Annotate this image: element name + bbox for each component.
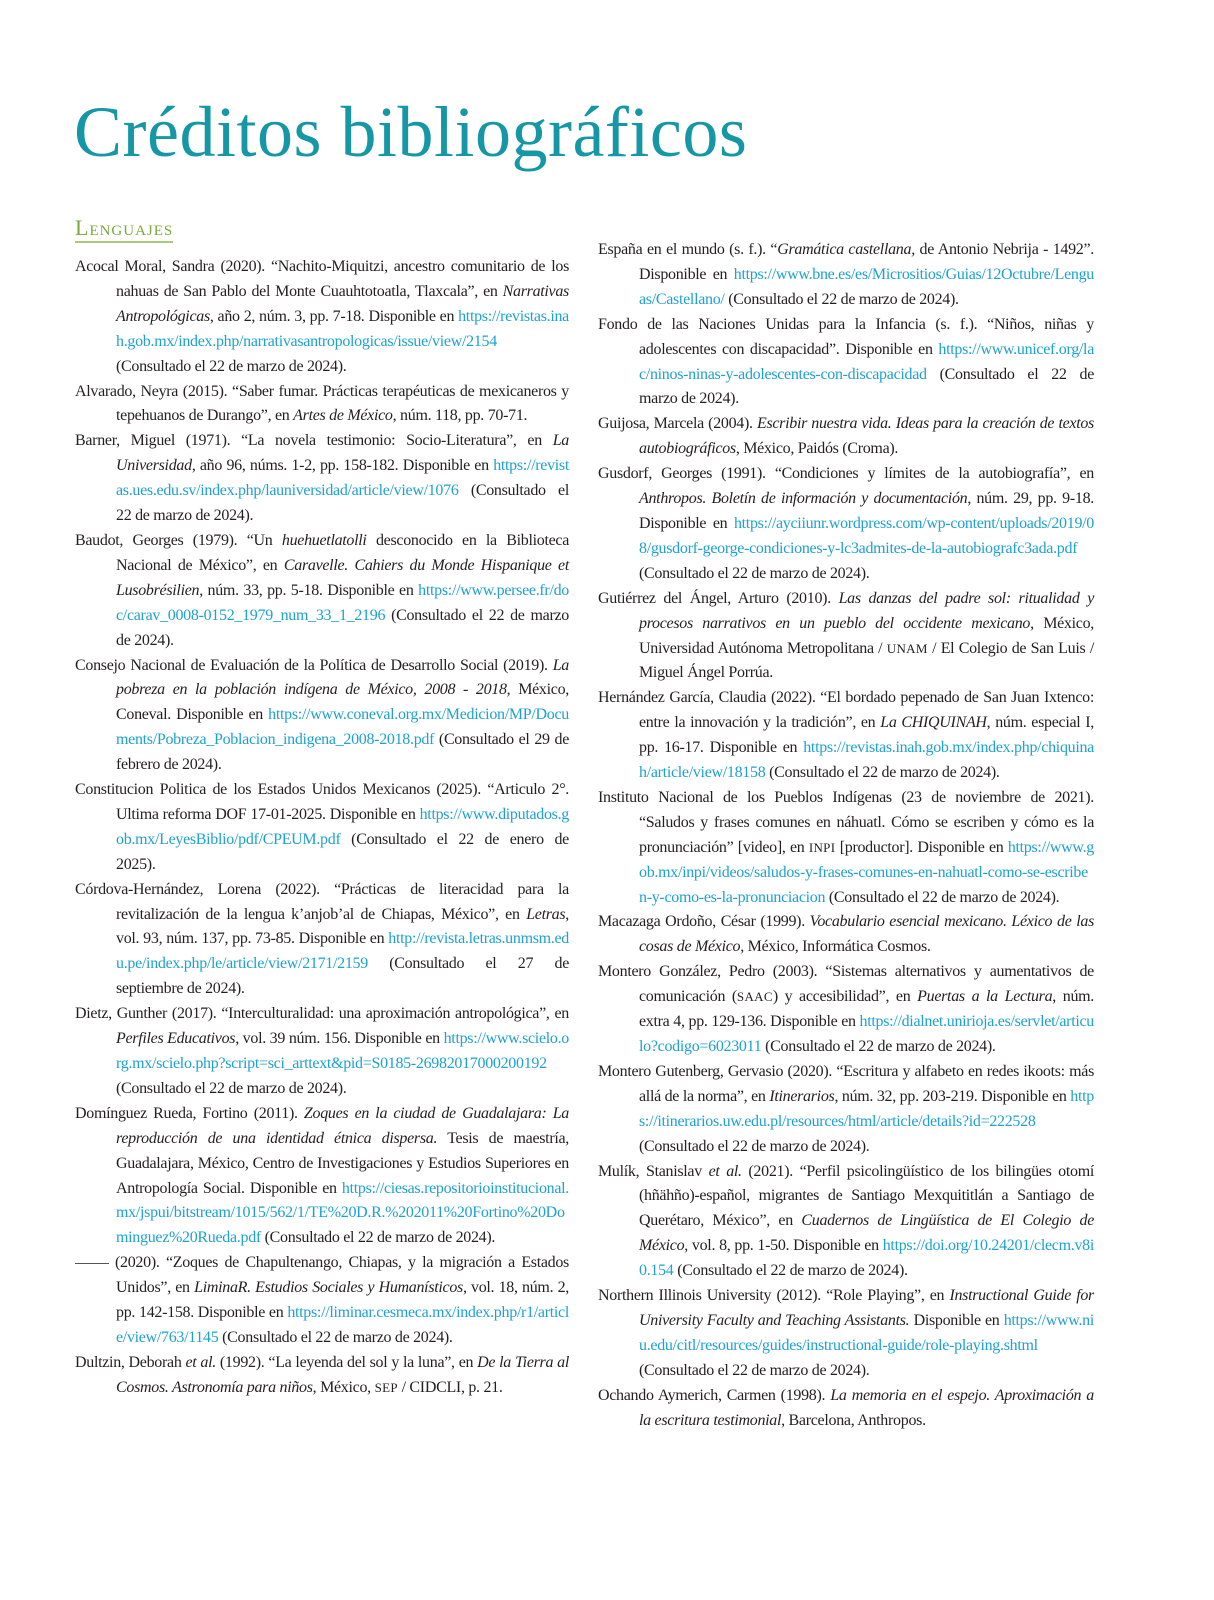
reference-title-italic: La CHIQUINAH — [880, 714, 987, 732]
reference-text: Gutiérrez del Ángel, Arturo (2010). — [598, 589, 839, 607]
left-column — [75, 255, 569, 1401]
reference-link[interactable]: https://revistas.inah.gob.mx/index.php/narrativasantropologicas/issue/view/2154 — [116, 307, 569, 350]
reference-text: (2020). “Zoques de Chapultenango, Chiapas, y la migración a Estados Unidos”, en — [115, 1254, 569, 1297]
reference-text: Tesis de maestría, Guadalajara, México, Centro de Investigaciones y Estudios Superiores en Antropología Social. Disponible en — [116, 1129, 569, 1197]
reference-entry — [75, 654, 569, 779]
reference-entry — [598, 412, 1094, 462]
reference-text: , México, Informática Cosmos. — [740, 938, 931, 956]
reference-text: (Consultado el 22 de marzo de 2024). — [639, 1137, 870, 1155]
reference-link[interactable]: https://dialnet.unirioja.es/servlet/articulo?codigo=6023011 — [639, 1013, 1094, 1055]
reference-entry — [75, 878, 569, 1003]
reference-text: , México, — [312, 1378, 375, 1396]
reference-text: (Consultado el 22 de marzo de 2024). — [673, 1262, 908, 1280]
reference-text: ) y accesibilidad”, en — [772, 988, 918, 1006]
reference-text: , Barcelona, Anthropos. — [781, 1411, 926, 1429]
reference-title-italic: La Universidad — [116, 432, 569, 475]
reference-text: (Consultado el 22 de marzo de 2024). — [116, 1079, 347, 1097]
reference-text: Dultzin, Deborah — [75, 1353, 186, 1371]
reference-text: Northern Illinois University (2012). “Role Playing”, en — [598, 1287, 950, 1305]
reference-entry — [75, 1351, 569, 1401]
reference-title-italic: Instructional Guide for University Faculty and Teaching Assistants. — [639, 1287, 1094, 1329]
reference-text: Macazaga Ordoño, César (1999). — [598, 913, 810, 931]
reference-link[interactable]: https://www.persee.fr/doc/carav_0008-0152_1979_num_33_1_2196 — [116, 581, 569, 624]
reference-title-italic: et al. — [185, 1353, 216, 1371]
reference-text: Ochando Aymerich, Carmen (1998). — [598, 1386, 831, 1404]
reference-title-italic: Caravelle. Cahiers du Monde Hispanique et Lusobrésilien — [116, 556, 570, 599]
reference-text: desconocido en la Biblioteca Nacional de México”, en — [116, 531, 569, 574]
reference-text: Gusdorf, Georges (1991). “Condiciones y límites de la autobiografía”, en — [598, 465, 1094, 483]
reference-text: (1992). “La leyenda del sol y la luna”, en — [215, 1353, 478, 1371]
reference-entry — [75, 255, 569, 380]
reference-text: (Consultado el 22 de marzo de 2024). — [724, 290, 959, 308]
reference-text: (Consultado el 22 de marzo de 2024). — [218, 1328, 453, 1346]
reference-text: Mulík, Stanislav — [598, 1162, 709, 1180]
reference-title-italic: Cuadernos de Lingüística de El Colegio de México — [639, 1212, 1095, 1255]
reference-text: Montero González, Pedro (2003). “Sistemas alternativos y aumentativos de comunicación ( — [598, 963, 1094, 1006]
reference-text: Baudot, Georges (1979). “Un — [75, 531, 282, 549]
reference-text: (Consultado el 22 de marzo de 2024). — [825, 888, 1060, 906]
reference-entry — [598, 313, 1094, 413]
reference-entry — [598, 686, 1094, 786]
reference-entry — [598, 960, 1094, 1060]
reference-text: , México, Universidad Autónoma Metropolitana / — [639, 614, 1094, 657]
reference-smallcaps: UNAM — [886, 640, 928, 656]
reference-entry — [598, 1060, 1094, 1160]
reference-link[interactable]: https://www.unicef.org/lac/ninos-ninas-y-adolescentes-con-discapacidad — [639, 340, 1094, 383]
reference-title-italic: Itinerarios — [769, 1087, 835, 1105]
reference-link[interactable]: https://ciesas.repositorioinstitucional.mx/jspui/bitstream/1015/562/1/TE%20D.R.%202011%20Fortino%20Dominguez%20Rueda.pdf — [116, 1179, 569, 1247]
reference-text: , vol. 93, núm. 137, pp. 73-85. Disponible en — [116, 905, 569, 948]
reference-text: , año 2, núm. 3, pp. 7-18. Disponible en — [209, 307, 459, 325]
reference-text: (Consultado el 29 de febrero de 2024). — [116, 731, 569, 774]
reference-text: Fondo de las Naciones Unidas para la Infancia (s. f.). “Niños, niñas y adolescentes con discapacidad”. Disponible en — [598, 315, 1094, 358]
reference-text: Acocal Moral, Sandra (2020). “Nachito-Miquitzi, ancestro comunitario de los nahuas de San Pablo del Monte Cuauhtotoatla, Tlaxcala”, en — [75, 258, 569, 300]
reference-entry — [598, 1384, 1094, 1434]
reference-smallcaps: SAAC — [736, 989, 773, 1005]
reference-title-italic: La pobreza en la población indígena de México, 2008 - 2018 — [116, 656, 569, 699]
reference-entry — [598, 786, 1094, 911]
reference-title-italic: huehuetlatolli — [281, 531, 367, 549]
same-author-dash — [75, 1263, 109, 1264]
reference-text: (Consultado el 22 de marzo de 2024). — [116, 357, 347, 375]
reference-title-italic: Las danzas del padre sol: ritualidad y procesos narrativos en un pueblo del occidente mexicano — [639, 589, 1095, 632]
reference-title-italic: Perfiles Educativos — [116, 1030, 236, 1048]
reference-entry — [598, 1284, 1094, 1384]
reference-title-italic: Escribir nuestra vida. Ideas para la creación de textos autobiográficos — [639, 415, 1094, 458]
reference-text: (Consultado el 22 de marzo de 2024). — [116, 482, 569, 525]
reference-text: de Antonio Nebrija - 1492”. Disponible en — [639, 241, 1094, 283]
reference-entry — [598, 462, 1094, 587]
reference-text: / El Colegio de San Luis / Miguel Ángel Porrúa. — [639, 639, 1094, 682]
reference-text: (Consultado el 22 de marzo de 2024). — [116, 606, 569, 649]
reference-text: , vol. 39 núm. 156. Disponible en — [235, 1030, 444, 1048]
reference-link[interactable]: https://www.coneval.org.mx/Medicion/MP/Documents/Pobreza_Poblacion_indigena_2008-2018.pdf — [116, 706, 569, 749]
reference-smallcaps: INPI — [808, 839, 836, 855]
reference-title-italic: Zoques en la ciudad de Guadalajara: La reproducción de una identidad étnica dispersa. — [116, 1104, 570, 1147]
reference-text: / CIDCLI, p. 21. — [397, 1378, 503, 1396]
reference-text: , año 96, núms. 1-2, pp. 158-182. Disponible en — [191, 457, 494, 475]
reference-text: Instituto Nacional de los Pueblos Indígenas (23 de noviembre de 2021). “Saludos y frases comunes en náhuatl. Cómo se escriben y cómo es la pronunciación” [video], en — [598, 788, 1094, 856]
reference-text: Disponible en — [909, 1311, 1004, 1329]
reference-text: , México, Paidós (Croma). — [735, 440, 899, 458]
reference-text: [productor]. Disponible en — [835, 838, 1008, 856]
reference-text: Constitucion Politica de los Estados Unidos Mexicanos (2025). “Articulo 2°. Ultima reforma DOF 17-01-2025. Disponible en — [75, 781, 569, 823]
reference-text: (Consultado el 22 de marzo de 2024). — [761, 1038, 996, 1055]
reference-entry — [75, 1251, 569, 1351]
reference-text: , núm. especial I, pp. 16-17. Disponible en — [639, 714, 1094, 757]
reference-text: Dietz, Gunther (2017). “Interculturalidad: una aproximación antropológica”, en — [75, 1005, 569, 1023]
reference-text: , núm. 118, pp. 70-71. — [392, 407, 528, 425]
reference-link[interactable]: https://www.diputados.gob.mx/LeyesBiblio/pdf/CPEUM.pdf — [116, 805, 569, 848]
reference-title-italic: De la Tierra al Cosmos. Astronomía para niños — [116, 1353, 569, 1396]
reference-entry — [75, 380, 569, 430]
reference-link[interactable]: https://revistas.ues.edu.sv/index.php/launiversidad/article/view/1076 — [116, 457, 569, 500]
reference-entry — [598, 587, 1094, 687]
reference-text: (Consultado el 22 de marzo de 2024). — [260, 1229, 496, 1247]
section-heading: Lenguajes — [75, 216, 173, 243]
reference-entry — [598, 910, 1094, 960]
reference-link[interactable]: https://ayciiunr.wordpress.com/wp-content/uploads/2019/08/gusdorf-george-condiciones-y-lc3admites-de-la-autobiografc3ada.pdf — [639, 514, 1094, 557]
reference-text: Barner, Miguel (1971). “La novela testimonio: Socio-Literatura”, en — [75, 432, 553, 450]
reference-title-italic: et al. — [708, 1162, 742, 1180]
reference-link[interactable]: https://itinerarios.uw.edu.pl/resources/html/article/details?id=222528 — [639, 1087, 1094, 1130]
reference-text: , núm. extra 4, pp. 129-136. Disponible en — [639, 988, 1094, 1031]
reference-text: (2021). “Perfil psicolingüístico de los bilingües otomí (hñähño)-español, migrantes de Santiago Mexquititlán a Santiago de Querétaro, México”, en — [639, 1162, 1095, 1230]
reference-entry — [75, 429, 569, 529]
reference-link[interactable]: https://doi.org/10.24201/clecm.v8i0.154 — [639, 1237, 1094, 1280]
reference-link[interactable]: https://www.scielo.org.mx/scielo.php?script=sci_arttext&pid=S0185-26982017000200192 — [116, 1030, 569, 1072]
reference-text: (Consultado el 22 de marzo de 2024). — [639, 564, 870, 582]
reference-title-italic: Gramática castellana, — [777, 241, 915, 258]
reference-text: Consejo Nacional de Evaluación de la Política de Desarrollo Social (2019). — [75, 656, 553, 674]
reference-link[interactable]: https://www.bne.es/es/Micrositios/Guias/12Octubre/Lenguas/Castellano/ — [639, 265, 1094, 308]
reference-link[interactable]: https://www.niu.edu/citl/resources/guides/instructional-guide/role-playing.shtml — [639, 1311, 1095, 1354]
reference-text: España en el mundo (s. f.). “ — [598, 241, 778, 258]
reference-text: (Consultado el 27 de septiembre de 2024). — [116, 955, 569, 998]
reference-title-italic: Puertas a la Lectura — [917, 988, 1053, 1006]
reference-entry — [75, 1102, 569, 1251]
reference-title-italic: Vocabulario esencial mexicano. Léxico de las cosas de México — [639, 913, 1094, 956]
reference-link[interactable]: https://revistas.inah.gob.mx/index.php/chiquinah/article/view/18158 — [639, 739, 1094, 782]
reference-title-italic: LiminaR. Estudios Sociales y Humanísticos — [194, 1279, 463, 1297]
reference-text: , vol. 8, pp. 1-50. Disponible en — [684, 1237, 883, 1255]
reference-text: , núm. 29, pp. 9-18. Disponible en — [639, 490, 1095, 532]
reference-title-italic: Anthropos. Boletín de información y documentación — [639, 490, 968, 508]
reference-text: , núm. 33, pp. 5-18. Disponible en — [199, 581, 419, 599]
reference-entry — [75, 529, 569, 654]
reference-title-italic: La memoria en el espejo. Aproximación a la escritura testimonial — [639, 1386, 1094, 1429]
reference-entry — [75, 778, 569, 878]
reference-title-italic: Narrativas Antropológicas — [116, 282, 569, 325]
reference-text: (Consultado el 22 de marzo de 2024). — [639, 1361, 870, 1379]
reference-text: , vol. 18, núm. 2, pp. 142-158. Disponible en — [116, 1279, 569, 1322]
reference-link[interactable]: https://www.gob.mx/inpi/videos/saludos-y-frases-comunes-en-nahuatl-como-se-escriben-y-como-es-la-pronunciacion — [639, 838, 1094, 906]
reference-text: Hernández García, Claudia (2022). “El bordado pepenado de San Juan Ixtenco: entre la innovación y la tradición”, en — [598, 689, 1094, 732]
reference-entry — [598, 238, 1094, 313]
reference-entry — [598, 1160, 1094, 1285]
reference-text: Córdova-Hernández, Lorena (2022). “Prácticas de literacidad para la revitalización de la lengua k’anjob’al de Chiapas, México”, en — [75, 880, 569, 923]
reference-text: Guijosa, Marcela (2004). — [598, 415, 757, 433]
reference-text: Domínguez Rueda, Fortino (2011). — [75, 1104, 304, 1122]
reference-title-italic: Letras — [526, 905, 566, 923]
reference-title-italic: Artes de México — [293, 407, 393, 425]
reference-link[interactable]: https://liminar.cesmeca.mx/index.php/r1/article/view/763/1145 — [116, 1304, 569, 1346]
reference-link[interactable]: http://revista.letras.unmsm.edu.pe/index.php/le/article/view/2171/2159 — [116, 930, 569, 973]
reference-text: Alvarado, Neyra (2015). “Saber fumar. Prácticas terapéuticas de mexicaneros y tepehuanos de Durango”, en — [75, 382, 569, 425]
reference-text: Montero Gutenberg, Gervasio (2020). “Escritura y alfabeto en redes ikoots: más allá de la norma”, en — [598, 1062, 1094, 1105]
reference-text: (Consultado el 22 de marzo de 2024). — [765, 764, 1000, 782]
reference-entry — [75, 1002, 569, 1102]
right-column — [598, 238, 1094, 1434]
reference-text: (Consultado el 22 de enero de 2025). — [116, 830, 569, 873]
reference-text: , México, Coneval. Disponible en — [116, 681, 569, 724]
reference-text: , núm. 32, pp. 203-219. Disponible en — [834, 1087, 1071, 1105]
page-title: Créditos bibliográficos — [74, 92, 748, 172]
reference-text: (Consultado el 22 de marzo de 2024). — [639, 365, 1094, 408]
reference-smallcaps: SEP — [374, 1379, 398, 1395]
